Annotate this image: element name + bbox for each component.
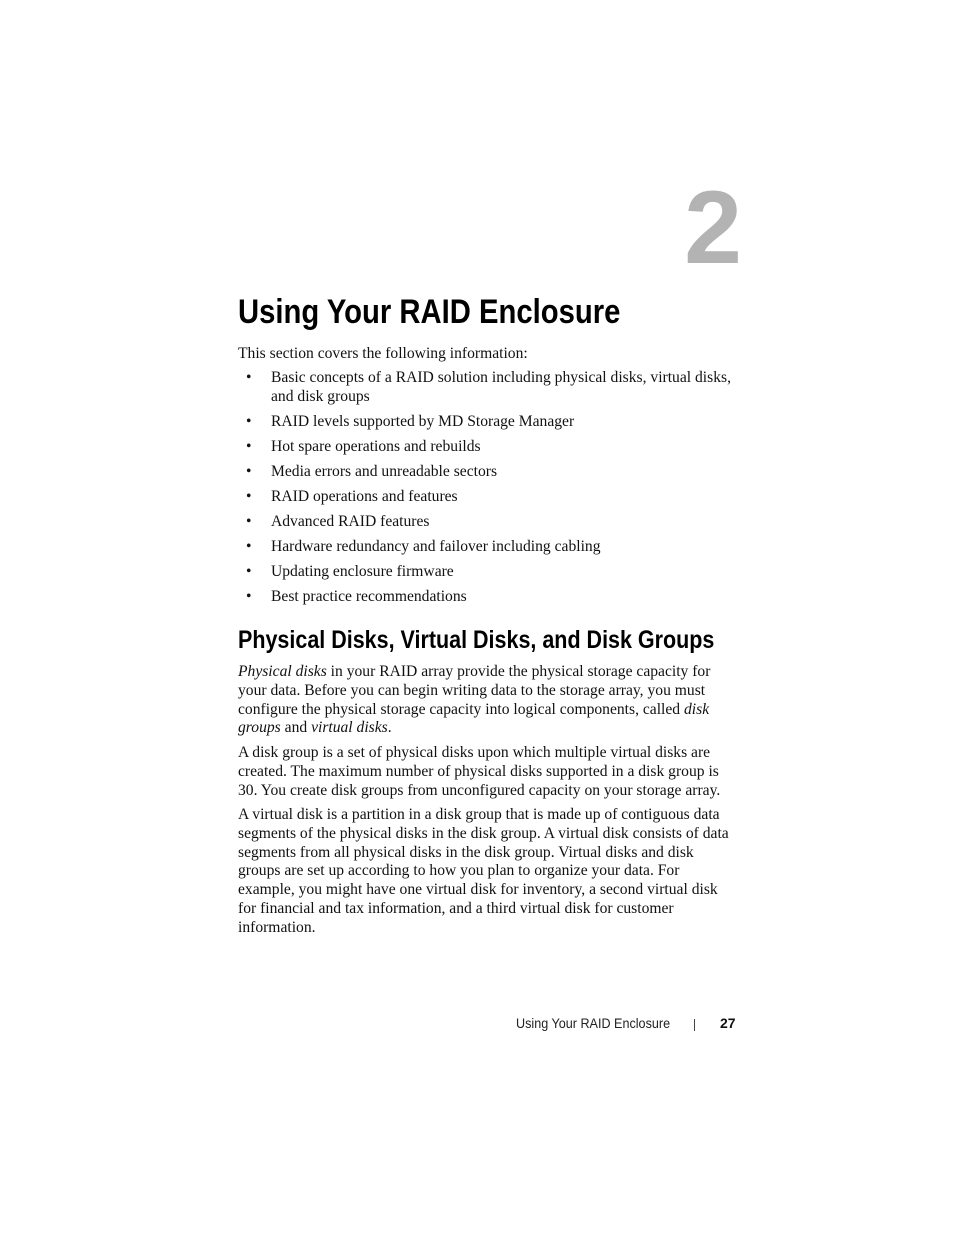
list-item — [238, 413, 738, 432]
footer-title: Using Your RAID Enclosure — [516, 1015, 671, 1031]
bullet-icon: • — [246, 462, 252, 480]
list-item-text: Basic concepts of a RAID solution including physical disks, virtual disks, and disk groups — [271, 369, 731, 405]
list-item-text: Hardware redundancy and failover including cabling — [271, 537, 601, 555]
term-disk-groups: disk groups — [238, 700, 710, 737]
page-number: 27 — [720, 1015, 736, 1031]
bullet-icon: • — [246, 562, 252, 580]
list-item — [238, 538, 738, 557]
section-heading: Physical Disks, Virtual Disks, and Disk Groups — [238, 626, 715, 654]
list-item — [238, 369, 738, 407]
list-item — [238, 488, 738, 507]
list-item-text: Advanced RAID features — [271, 512, 430, 530]
list-item — [238, 588, 738, 607]
list-item-text: Best practice recommendations — [271, 587, 467, 605]
list-item — [238, 563, 738, 582]
list-item-text: Hot spare operations and rebuilds — [271, 437, 481, 455]
list-item-text: Updating enclosure firmware — [271, 562, 454, 580]
intro-text: This section covers the following information: — [238, 345, 528, 362]
paragraph-virtual-disk: A virtual disk is a partition in a disk group that is made up of contiguous data segments of the physical disks in the disk group. A virtual disk consists of data segments from all physical disks in the disk group. Virtual disks and disk groups are set up according to how you plan to organize your data. For example, you might have one virtual disk for inventory, a second virtual disk for financial and tax information, and a third virtual disk for customer information. — [238, 806, 729, 936]
paragraph-physical-disks — [238, 663, 738, 738]
bullet-icon: • — [246, 437, 252, 455]
list-item — [238, 513, 738, 532]
term-physical-disks: Physical disks — [238, 663, 327, 680]
bullet-icon: • — [246, 369, 252, 386]
paragraph-text: . — [387, 719, 392, 737]
footer-separator — [694, 1019, 695, 1031]
bullet-icon: • — [246, 487, 252, 505]
bullet-icon: • — [246, 587, 252, 605]
list-item-text: RAID operations and features — [271, 487, 458, 505]
list-item-text: RAID levels supported by MD Storage Manager — [271, 412, 575, 430]
paragraph-text: and — [280, 719, 312, 737]
chapter-title: Using Your RAID Enclosure — [238, 293, 621, 331]
bullet-icon: • — [246, 512, 252, 530]
bullet-icon: • — [246, 412, 252, 430]
chapter-number: 2 — [684, 170, 740, 286]
paragraph-disk-group: A disk group is a set of physical disks upon which multiple virtual disks are created. The maximum number of physical disks supported in a disk group is 30. You create disk groups from unconfigured capacity on your storage array. — [238, 744, 721, 799]
term-virtual-disks: virtual disks — [311, 719, 388, 737]
paragraph-text: in your RAID array provide the physical storage capacity for your data. Before you can begin writing data to the storage array, you must configure the physical storage capacity into logical components, called — [238, 663, 711, 718]
topic-list — [238, 369, 738, 613]
list-item-text: Media errors and unreadable sectors — [271, 462, 498, 480]
list-item — [238, 438, 738, 457]
list-item — [238, 463, 738, 482]
bullet-icon: • — [246, 537, 252, 555]
